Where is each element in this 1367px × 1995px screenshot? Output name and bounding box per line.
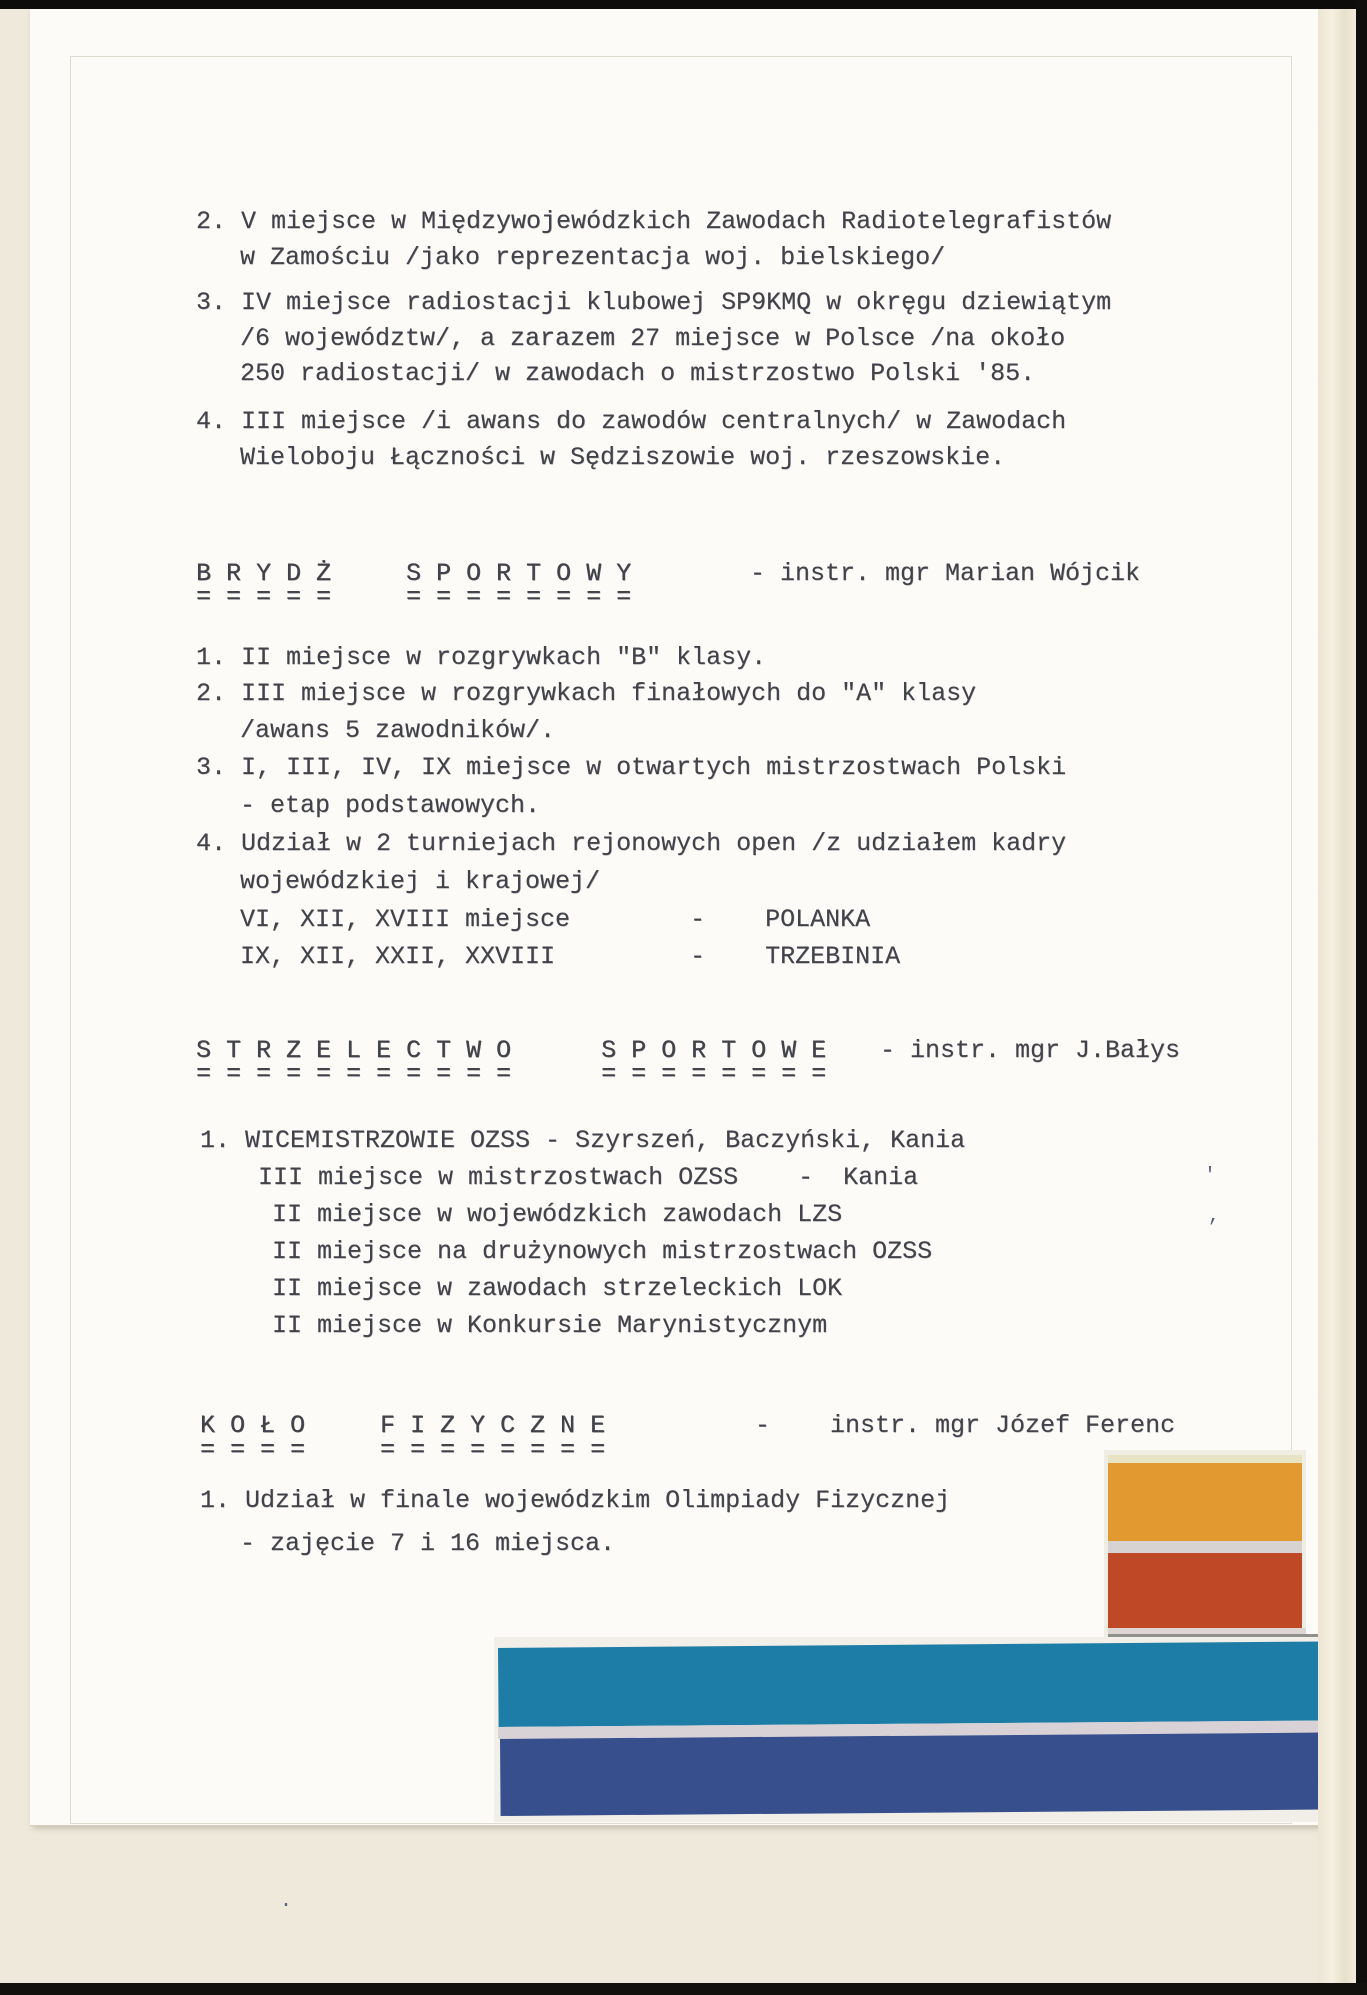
cover-crease-strip [1318,9,1358,1984]
radio-item-3-line-1: 3. IV miejsce radiostacji klubowej SP9KMQ w okręgu dziewiątym [196,288,1112,317]
scan-edge-top [0,0,1367,9]
strzelectwo-item-ozss: II miejsce na drużynowych mistrzostwach OZSS [272,1237,933,1266]
header-strzelectwo-sportowe: S T R Z E L E C T W O S P O R T O W E [196,1036,827,1065]
orange-red-separator [1108,1541,1302,1553]
header-brydz-underline: = = = = = = = = = = = = = [196,582,632,611]
header-brydz-sportowy: B R Y D Ż S P O R T O W Y [196,559,632,588]
orange-bar [1108,1463,1302,1541]
navy-bar [500,1733,1323,1816]
brydz-item-3-line-1: 3. I, III, IV, IX miejsce w otwartych mistrzostwach Polski [196,753,1067,782]
scan-edge-right [1356,0,1367,1995]
strzelectwo-item-konkurs: II miejsce w Konkursie Marynistycznym [272,1311,828,1340]
strzelectwo-item-1: 1. WICEMISTRZOWIE OZSS - Szyrszeń, Baczyński, Kania [200,1126,966,1155]
instructor-kolo: - instr. mgr Józef Ferenc [755,1411,1176,1440]
radio-item-2-line-2: w Zamościu /jako reprezentacja woj. bielskiego/ [240,243,946,272]
strzelectwo-item-kania: III miejsce w mistrzostwach OZSS - Kania [258,1163,919,1192]
header-kolo-fizyczne: K O Ł O F I Z Y C Z N E [200,1411,606,1440]
thin-gray-line [1108,1634,1318,1637]
radio-item-4-line-1: 4. III miejsce /i awans do zawodów centralnych/ w Zawodach [196,407,1067,436]
stray-mark-1: ′ [1204,1165,1217,1188]
header-kolo-underline: = = = = = = = = = = = = [200,1435,606,1464]
instructor-strzelectwo: - instr. mgr J.Bałys [880,1036,1181,1065]
brydz-item-4-polanka: VI, XII, XVIII miejsce - POLANKA [240,905,871,934]
radio-item-2-line-1: 2. V miejsce w Międzywojewódzkich Zawodach Radiotelegrafistów [196,207,1112,236]
radio-item-3-line-2: /6 województw/, a zarazem 27 miejsce w Polsce /na około [240,324,1066,353]
radio-item-3-line-3: 250 radiostacji/ w zawodach o mistrzostwo Polski '85. [240,359,1036,388]
brydz-item-2-line-1: 2. III miejsce w rozgrywkach finałowych do "A" klasy [196,679,977,708]
fizyka-item-1-line-1: 1. Udział w finale wojewódzkim Olimpiady Fizycznej [200,1486,951,1515]
fizyka-item-1-line-2: - zajęcie 7 i 16 miejsca. [240,1529,616,1558]
brydz-item-4-line-2: wojewódzkiej i krajowej/ [240,867,601,896]
stray-mark-2: , [1208,1205,1221,1228]
brydz-item-4-trzebinia: IX, XII, XXII, XXVIII - TRZEBINIA [240,942,901,971]
brydz-item-3-line-2: - etap podstawowych. [240,791,541,820]
instructor-brydz: - instr. mgr Marian Wójcik [750,559,1141,588]
radio-item-4-line-2: Wieloboju Łączności w Sędziszowie woj. rzeszowskie. [240,443,1006,472]
brydz-item-2-line-2: /awans 5 zawodników/. [240,716,556,745]
brydz-item-4-line-1: 4. Udział w 2 turniejach rejonowych open /z udziałem kadry [196,829,1067,858]
red-bar [1108,1553,1302,1628]
teal-bar [498,1642,1323,1727]
strzelectwo-item-lok: II miejsce w zawodach strzeleckich LOK [272,1274,843,1303]
header-strzelectwo-underline: = = = = = = = = = = = = = = = = = = = [196,1059,827,1088]
stray-dot: · [280,1894,293,1917]
brydz-item-1: 1. II miejsce w rozgrywkach "B" klasy. [196,643,767,672]
strzelectwo-item-lzs: II miejsce w wojewódzkich zawodach LZS [272,1200,843,1229]
scan-edge-bottom [0,1983,1367,1995]
